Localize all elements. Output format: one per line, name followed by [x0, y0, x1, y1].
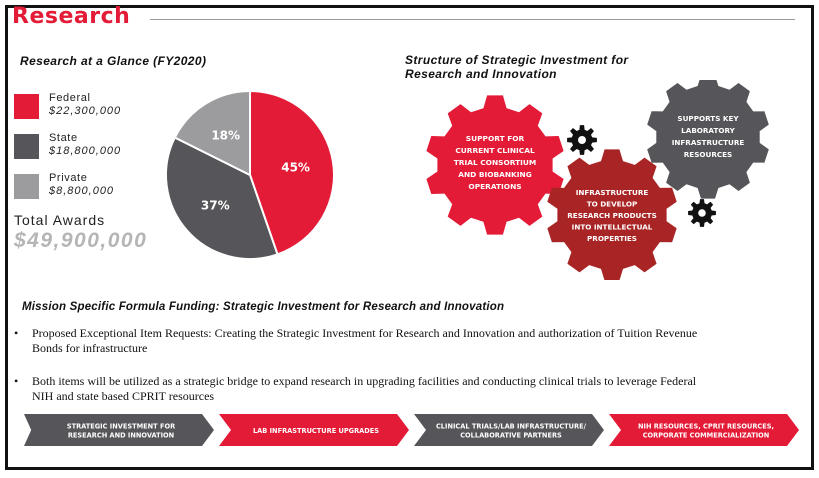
glance-heading: Research at a Glance (FY2020) — [20, 54, 207, 68]
gear-intellectual-property-label: INTO INTELLECTUAL — [571, 222, 653, 232]
legend-swatch-federal — [14, 94, 39, 119]
title-divider — [150, 19, 795, 20]
chevron-clinical-trials-label: COLLABORATIVE PARTNERS — [460, 431, 562, 440]
total-awards-value: $49,900,000 — [14, 229, 148, 252]
small-gear-hole — [578, 136, 586, 144]
pie-label-state: 37% — [200, 198, 230, 213]
small-gear-hole — [698, 209, 706, 217]
legend-value-state: $18,800,000 — [49, 145, 122, 157]
legend-item-federal — [14, 94, 154, 124]
gear-lab-infrastructure-label: INFRASTRUCTURE — [671, 138, 745, 147]
structure-heading-line2: Research and Innovation — [405, 67, 557, 81]
structure-heading-line1: Structure of Strategic Investment for — [405, 53, 629, 67]
gear-clinical-trials-label: CURRENT CLINICAL — [455, 146, 535, 155]
legend-value-federal: $22,300,000 — [49, 105, 122, 117]
legend-value-private: $8,800,000 — [49, 185, 115, 197]
chevron-strategic-investment-label: STRATEGIC INVESTMENT FOR — [66, 422, 176, 431]
gear-intellectual-property-label: RESEARCH PRODUCTS — [567, 211, 657, 220]
bullet-item-2 — [14, 374, 714, 406]
legend-item-state — [14, 134, 154, 164]
bullet-text-1: Proposed Exceptional Item Requests: Creating the Strategic Investment for Research and Innovation and authorization of Tuition Revenue Bonds for infrastructure — [32, 326, 698, 355]
bullet-text-2: Both items will be utilized as a strategic bridge to expand research in upgrading facilities and conducting clinical trials to leverage Federal NIH and state based CPRIT resources — [32, 374, 697, 403]
chevron-lab-upgrades-label: LAB INFRASTRUCTURE UPGRADES — [252, 427, 380, 435]
chevron-nih-resources-label: CORPORATE COMMERCIALIZATION — [642, 431, 770, 440]
process-chevrons — [24, 414, 799, 448]
gear-intellectual-property-label: INFRASTRUCTURE — [575, 188, 649, 197]
gear-lab-infrastructure-label: SUPPORTS KEY — [677, 114, 739, 123]
page-title: Research — [12, 4, 131, 29]
chevron-nih-resources-label: NIH RESOURCES, CPRIT RESOURCES, — [637, 422, 775, 431]
pie-chart — [160, 85, 340, 265]
gear-lab-infrastructure-label: RESOURCES — [683, 150, 733, 159]
structure-heading — [405, 53, 629, 81]
legend-label-private: Private — [49, 172, 88, 184]
bullet-dot: • — [14, 326, 19, 340]
legend-item-private — [14, 174, 154, 204]
gear-clinical-trials-label: OPERATIONS — [468, 182, 522, 191]
mission-heading: Mission Specific Formula Funding: Strategic Investment for Research and Innovation — [22, 301, 505, 313]
gear-lab-infrastructure-label: LABORATORY — [681, 126, 735, 135]
legend-label-federal: Federal — [49, 92, 91, 104]
bullet-item-1 — [14, 326, 714, 358]
total-awards-label: Total Awards — [14, 212, 106, 228]
pie-label-federal: 45% — [281, 160, 310, 175]
legend-swatch-private — [14, 174, 39, 199]
legend-label-state: State — [49, 132, 78, 144]
gear-intellectual-property-label: PROPERTIES — [587, 234, 637, 243]
gear-clinical-trials-label: SUPPORT FOR — [465, 134, 525, 143]
legend-swatch-state — [14, 134, 39, 159]
gear-intellectual-property-label: TO DEVELOP — [586, 199, 638, 209]
bullet-dot: • — [14, 374, 19, 388]
gear-clinical-trials-label: AND BIOBANKING — [458, 170, 532, 179]
gear-clinical-trials-label: TRIAL CONSORTIUM — [453, 158, 537, 167]
chevron-clinical-trials-label: CLINICAL TRIALS/LAB INFRASTRUCTURE/ — [435, 422, 587, 431]
pie-label-private: 18% — [211, 128, 241, 143]
chevron-strategic-investment-label: RESEARCH AND INNOVATION — [67, 431, 175, 440]
strategy-gears-diagram — [420, 80, 800, 280]
